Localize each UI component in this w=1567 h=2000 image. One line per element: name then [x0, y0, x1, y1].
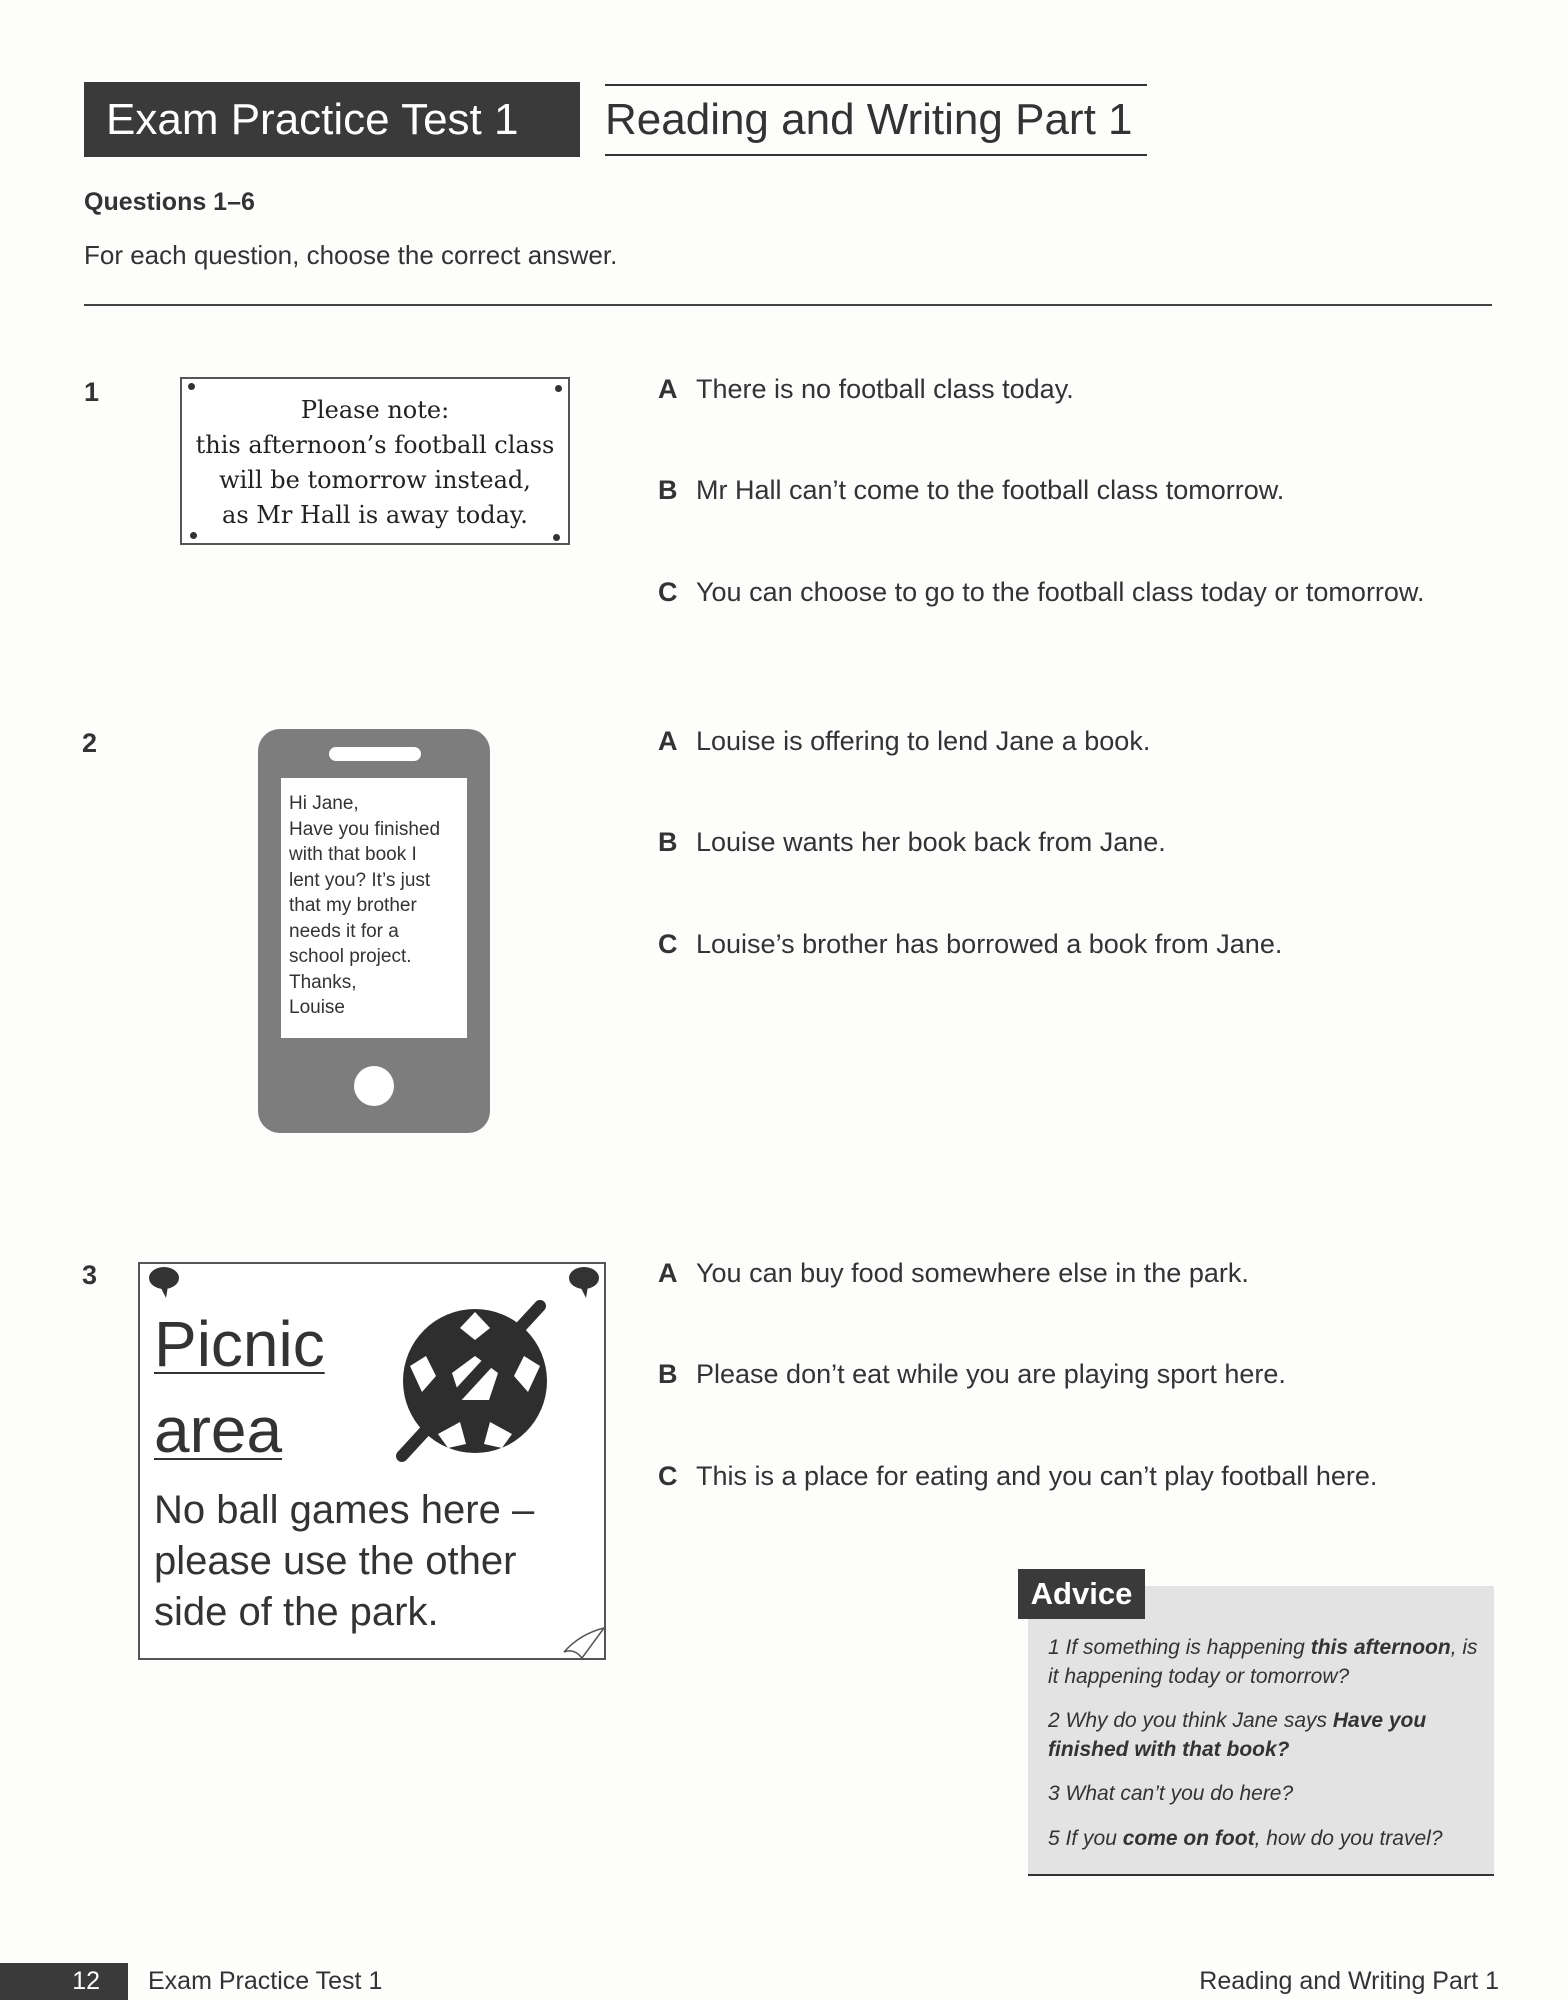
advice-item-1: [1048, 1633, 1488, 1691]
test-title: Exam Practice Test 1: [84, 82, 580, 157]
option-letter: A: [658, 1258, 678, 1288]
option-letter: A: [658, 726, 678, 756]
option-text: You can choose to go to the football class today or tomorrow.: [696, 577, 1425, 607]
option-letter: C: [658, 577, 678, 607]
option-letter: B: [658, 475, 678, 505]
advice-label: Advice: [1018, 1569, 1145, 1619]
footer-section-title: Reading and Writing Part 1: [1199, 1967, 1499, 1995]
option-text: You can buy food somewhere else in the park.: [696, 1258, 1249, 1288]
option-letter: C: [658, 1461, 678, 1491]
advice-text: Why do you think Jane says: [1065, 1709, 1333, 1732]
message-line: Have you finished: [289, 818, 441, 840]
option-text: Mr Hall can’t come to the football class tomorrow.: [696, 475, 1285, 505]
notice-line: will be tomorrow instead,: [219, 466, 531, 494]
option-3c[interactable]: [658, 1461, 1377, 1492]
option-2c[interactable]: [658, 929, 1282, 960]
option-text: Louise wants her book back from Jane.: [696, 827, 1166, 857]
advice-emphasis: Have you finished with that book?: [1048, 1709, 1427, 1761]
option-1b[interactable]: [658, 475, 1284, 506]
message-line: Thanks,: [289, 971, 357, 993]
no-football-icon: [390, 1296, 560, 1466]
message-line: lent you? It’s just: [289, 869, 431, 891]
advice-text: If something is happening: [1065, 1636, 1311, 1659]
pin-icon: [553, 534, 560, 541]
advice-text: , is it happening today or tomorrow?: [1048, 1636, 1478, 1688]
picnic-sign: [138, 1262, 606, 1660]
option-letter: C: [658, 929, 678, 959]
footer-test-title: Exam Practice Test 1: [148, 1967, 383, 1995]
advice-text: , how do you travel?: [1254, 1827, 1443, 1850]
advice-num: 3: [1048, 1782, 1060, 1805]
message-line: Hi Jane,: [289, 793, 359, 814]
option-1a[interactable]: [658, 374, 1074, 405]
message-line: that my brother: [289, 895, 417, 916]
option-text: Please don’t eat while you are playing sport here.: [696, 1359, 1286, 1389]
advice-emphasis: come on foot: [1122, 1827, 1255, 1850]
option-2a[interactable]: [658, 726, 1150, 757]
advice-num: 1: [1048, 1636, 1060, 1659]
message-line: with that book I: [289, 844, 417, 865]
advice-item-2: [1048, 1706, 1488, 1764]
pin-icon: [564, 1262, 604, 1302]
advice-text: If you: [1065, 1827, 1123, 1850]
advice-num: 2: [1048, 1709, 1060, 1732]
questions-heading: Questions 1–6: [84, 188, 255, 216]
advice-num: 5: [1048, 1827, 1060, 1850]
option-1c[interactable]: [658, 577, 1424, 608]
notice-line: this afternoon’s football class: [195, 431, 555, 459]
advice-item-3: [1048, 1779, 1488, 1808]
sign-body-text: No ball games here – please use the other side of the park.: [154, 1488, 535, 1634]
option-text: This is a place for eating and you can’t play football here.: [696, 1461, 1378, 1491]
question-number-2: 2: [82, 728, 98, 758]
page-number: 12: [0, 1963, 128, 2000]
advice-emphasis: this afternoon: [1310, 1636, 1451, 1659]
notice-line: Please note:: [300, 396, 450, 424]
advice-item-5: [1048, 1824, 1488, 1853]
option-letter: B: [658, 827, 678, 857]
pin-icon: [188, 383, 195, 390]
option-3a[interactable]: [658, 1258, 1249, 1289]
option-letter: B: [658, 1359, 678, 1389]
option-2b[interactable]: [658, 827, 1166, 858]
sign-title-line: Picnic: [154, 1308, 325, 1380]
section-title: Reading and Writing Part 1: [605, 84, 1147, 156]
home-button-icon: [354, 1066, 394, 1106]
phone-icon: [258, 729, 490, 1133]
pin-icon: [555, 385, 562, 392]
message-line: needs it for a: [289, 920, 399, 942]
option-letter: A: [658, 374, 678, 404]
text-message: [281, 778, 467, 1038]
option-text: There is no football class today.: [696, 374, 1074, 404]
message-line: school project.: [289, 946, 412, 967]
instruction-text: For each question, choose the correct answer.: [84, 240, 618, 270]
pin-icon: [144, 1262, 184, 1302]
football-notice: [180, 377, 570, 545]
page-curl-icon: [560, 1624, 606, 1660]
phone-speaker: [329, 747, 421, 761]
message-line: Louise: [289, 997, 345, 1018]
notice-line: as Mr Hall is away today.: [222, 501, 528, 529]
question-number-3: 3: [82, 1260, 98, 1290]
question-number-1: 1: [84, 377, 100, 407]
pin-icon: [190, 532, 197, 539]
option-3b[interactable]: [658, 1359, 1286, 1390]
option-text: Louise is offering to lend Jane a book.: [696, 726, 1151, 756]
sign-title-line: area: [154, 1394, 283, 1466]
advice-text: What can’t you do here?: [1065, 1782, 1294, 1805]
divider: [84, 304, 1492, 306]
option-text: Louise’s brother has borrowed a book from Jane.: [696, 929, 1283, 959]
